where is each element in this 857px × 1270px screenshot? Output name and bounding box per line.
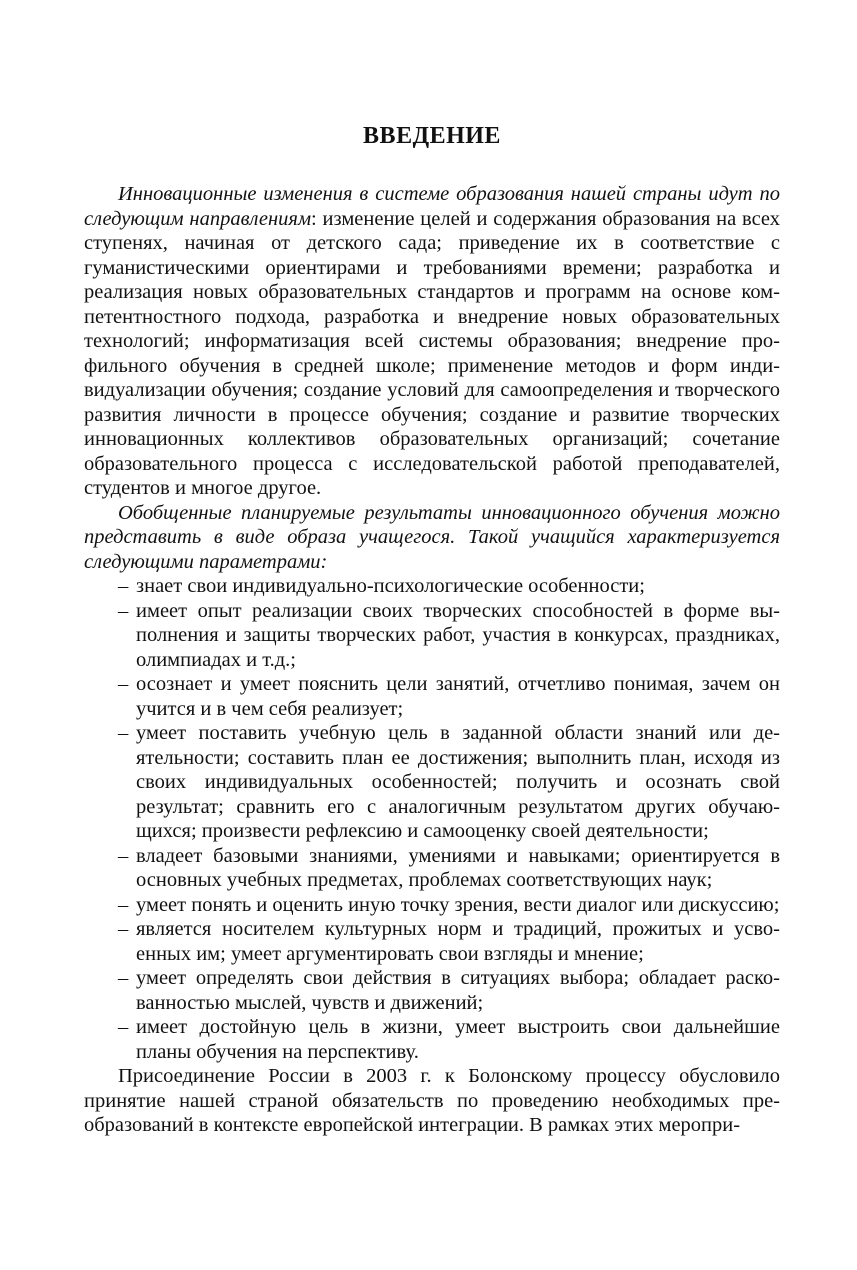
list-item: [84, 966, 780, 1015]
list-item: [84, 1015, 780, 1064]
list-item-text: умеет поставить учебную цель в заданной области знаний или деятельности; составить план ее достижения; выполнить план, исходя из своих индивидуальных особенностей; получить и осознать свой результат; сравнить его с аналогичным результатом других обучающихся; произвести рефлексию и самооценку своей деятельности;: [136, 722, 780, 842]
page-title: ВВЕДЕНИЕ: [363, 123, 501, 149]
parameters-list: [84, 574, 780, 1064]
list-dash: –: [118, 918, 129, 940]
list-item-text: имеет опыт реализации своих творческих способностей в форме выполнения и защиты творческих работ, участия в конкурсах, праздниках, олимпиадах и т.д.;: [136, 599, 780, 671]
results-italic-text: Обобщенные планируемые результаты инновационного обучения можно представить в виде образа учащегося. Такой учащийся характеризуется следующими параметрами:: [84, 501, 780, 573]
intro-paragraph: [84, 182, 780, 501]
list-item-text: является носителем культурных норм и традиций, прожитых и усвоенных им; умеет аргументировать свои взгляды и мнение;: [136, 918, 780, 965]
list-item: [84, 721, 780, 844]
list-dash: –: [118, 722, 129, 744]
list-item: [84, 599, 780, 673]
list-dash: –: [118, 599, 129, 622]
results-paragraph: [84, 501, 780, 575]
list-item-text: имеет достойную цель в жизни, умеет выстроить свои дальнейшие планы обучения на перспективу.: [136, 1016, 780, 1063]
list-item: [84, 672, 780, 721]
list-dash: –: [118, 575, 129, 597]
list-dash: –: [118, 1016, 129, 1038]
list-item: [84, 574, 780, 599]
list-item-text: знает свои индивидуально-психологические особенности;: [136, 575, 645, 597]
list-item-text: осознает и умеет пояснить цели занятий, отчетливо понимая, зачем он учится и в чем себя реализует;: [136, 673, 780, 720]
document-page: [84, 118, 780, 1138]
list-dash: –: [118, 844, 129, 867]
list-dash: –: [118, 893, 129, 916]
list-item: [84, 844, 780, 893]
list-item-text: умеет понять и оценить иную точку зрения, вести диалог или дискуссию;: [136, 893, 780, 916]
list-item-text: владеет базовыми знаниями, умениями и навыками; ориентируется в основных учебных предметах, проблемах соответствующих наук;: [136, 844, 780, 891]
list-dash: –: [118, 967, 129, 989]
list-dash: –: [118, 673, 129, 695]
intro-italic-lead: Инновационные изменения в системе образования нашей страны идут по следующим направлениям: [84, 183, 780, 230]
list-item: [84, 917, 780, 966]
bologna-paragraph: Присоединение России в 2003 г. к Болонскому процессу обусловило принятие нашей страной обязательств по проведению необходимых преобразований в контексте европейской интеграции. В рамках этих меропри-: [84, 1065, 780, 1136]
list-item-text: умеет определять свои действия в ситуациях выбора; обладает раскованностью мыслей, чувств и движений;: [136, 967, 780, 1014]
intro-text: : изменение целей и содержания образования на всех ступенях, начиная от детского сада; приведение их в соответствие с гуманистическими ориентирами и требованиями времени; разработка и реализация новых образовательных стандартов и программ на основе компетентностного подхода, разработка и внедрение новых образовательных технологий; информатизация всей системы образования; внедрение профильного обучения в средней школе; применение методов и форм индивидуализации обучения; создание условий для самоопределения и творческого развития личности в процессе обучения; создание и развитие творческих инновационных коллективов образовательных организаций; сочетание образовательного процесса с исследовательской работой преподавателей, студентов и многое другое.: [84, 207, 780, 499]
list-item: [84, 893, 780, 918]
